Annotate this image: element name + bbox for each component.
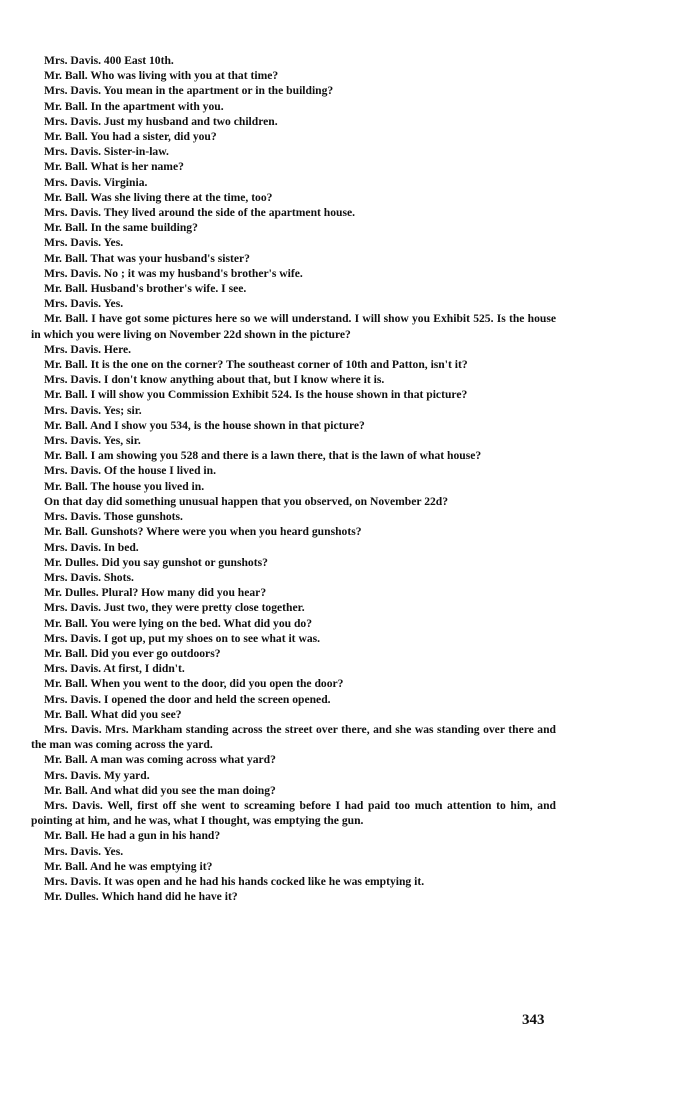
testimony-line xyxy=(31,205,556,220)
line-text: Yes. xyxy=(103,844,124,858)
line-text: In the apartment with you. xyxy=(90,99,224,113)
testimony-line xyxy=(31,798,556,828)
line-text: I opened the door and held the screen opened. xyxy=(103,692,331,706)
testimony-line xyxy=(31,570,556,585)
speaker-label: Mrs. Davis. xyxy=(44,464,101,478)
speaker-label: Mr. Ball. xyxy=(44,753,88,767)
line-text: What is her name? xyxy=(90,160,184,174)
speaker-label: Mrs. Davis. xyxy=(44,236,101,250)
line-text: You had a sister, did you? xyxy=(90,130,217,144)
testimony-line xyxy=(31,53,556,68)
line-text: Virginia. xyxy=(103,175,148,189)
speaker-label: Mr. Ball. xyxy=(44,69,88,83)
line-text: I got up, put my shoes on to see what it was. xyxy=(103,631,321,645)
testimony-line xyxy=(31,661,556,676)
testimony-line xyxy=(31,524,556,539)
speaker-label: Mr. Ball. xyxy=(44,677,88,691)
speaker-label: Mr. Ball. xyxy=(44,358,88,372)
line-text: Mrs. Markham standing across the street over there, and she was standing over there and the man was coming across the yard. xyxy=(31,722,556,752)
speaker-label: Mr. Dulles. xyxy=(44,586,99,600)
testimony-line xyxy=(31,433,556,448)
speaker-label: Mrs. Davis. xyxy=(44,266,101,280)
testimony-line xyxy=(31,418,556,433)
testimony-line xyxy=(31,342,556,357)
speaker-label: Mrs. Davis. xyxy=(44,768,101,782)
line-text: You were lying on the bed. What did you do? xyxy=(90,616,313,630)
speaker-label: Mr. Ball. xyxy=(44,190,88,204)
speaker-label: Mrs. Davis. xyxy=(44,175,101,189)
testimony-line xyxy=(31,509,556,524)
testimony-line xyxy=(31,144,556,159)
speaker-label: Mrs. Davis. xyxy=(44,540,101,554)
speaker-label: Mrs. Davis. xyxy=(44,403,101,417)
testimony-line xyxy=(31,175,556,190)
transcript-body xyxy=(31,53,556,904)
line-text: And what did you see the man doing? xyxy=(89,783,276,797)
testimony-line xyxy=(31,387,556,402)
testimony-line xyxy=(31,479,556,494)
speaker-label: Mr. Ball. xyxy=(44,130,88,144)
speaker-label: Mr. Ball. xyxy=(44,829,88,843)
speaker-label: Mrs. Davis. xyxy=(44,601,101,615)
testimony-line xyxy=(31,555,556,570)
line-text: Just my husband and two children. xyxy=(103,114,278,128)
speaker-label: Mrs. Davis. xyxy=(44,297,101,311)
speaker-label: Mr. Ball. xyxy=(44,707,88,721)
line-text: It is the one on the corner? The southeast corner of 10th and Patton, isn't it? xyxy=(90,358,468,372)
testimony-line xyxy=(31,68,556,83)
speaker-label: Mr. Ball. xyxy=(44,251,88,265)
speaker-label: Mrs. Davis. xyxy=(44,145,101,159)
testimony-line xyxy=(31,889,556,904)
testimony-line xyxy=(31,768,556,783)
line-text: Husband's brother's wife. I see. xyxy=(90,282,247,296)
testimony-line xyxy=(31,235,556,250)
line-text: At first, I didn't. xyxy=(103,662,185,676)
speaker-label: Mrs. Davis. xyxy=(44,373,101,387)
line-text: Was she living there at the time, too? xyxy=(90,190,273,204)
speaker-label: Mrs. Davis. xyxy=(44,114,101,128)
speaker-label: Mrs. Davis. xyxy=(44,570,101,584)
speaker-label: Mrs. Davis. xyxy=(44,342,101,356)
line-text: He had a gun in his hand? xyxy=(90,829,221,843)
line-text: What did you see? xyxy=(90,707,182,721)
speaker-label: Mrs. Davis. xyxy=(44,692,101,706)
speaker-label: Mr. Ball. xyxy=(44,616,88,630)
testimony-line xyxy=(31,722,556,752)
testimony-line xyxy=(31,646,556,661)
speaker-label: Mr. Dulles. xyxy=(44,555,99,569)
speaker-label: Mr. Dulles. xyxy=(44,890,99,904)
speaker-label: Mrs. Davis. xyxy=(44,84,101,98)
speaker-label: Mr. Ball. xyxy=(44,479,88,493)
speaker-label: Mrs. Davis. xyxy=(44,798,103,812)
line-text: Did you ever go outdoors? xyxy=(90,646,221,660)
speaker-label: Mr. Ball. xyxy=(44,525,88,539)
page-number: 343 xyxy=(522,1012,545,1028)
line-text: Yes, sir. xyxy=(103,434,141,448)
testimony-line xyxy=(31,311,556,341)
speaker-label: Mrs. Davis. xyxy=(44,434,101,448)
line-text: And I show you 534, is the house shown in that picture? xyxy=(89,418,365,432)
line-text: Yes. xyxy=(103,297,124,311)
line-text: In the same building? xyxy=(90,221,198,235)
testimony-line xyxy=(31,494,556,509)
line-text: Yes; sir. xyxy=(103,403,142,417)
line-text: A man was coming across what yard? xyxy=(89,753,276,767)
line-text: On that day did something unusual happen that you observed, on November 22d? xyxy=(44,494,449,508)
speaker-label: Mr. Ball. xyxy=(44,646,88,660)
testimony-line xyxy=(31,296,556,311)
line-text: My yard. xyxy=(103,768,150,782)
testimony-line xyxy=(31,99,556,114)
line-text: Plural? How many did you hear? xyxy=(101,586,267,600)
speaker-label: Mrs. Davis. xyxy=(44,54,101,67)
line-text: Did you say gunshot or gunshots? xyxy=(101,555,268,569)
speaker-label: Mr. Ball. xyxy=(44,99,88,113)
line-text: Of the house I lived in. xyxy=(103,464,216,478)
speaker-label: Mrs. Davis. xyxy=(44,206,101,220)
line-text: Here. xyxy=(103,342,132,356)
testimony-line xyxy=(31,83,556,98)
line-text: Sister-in-law. xyxy=(103,145,169,159)
line-text: Which hand did he have it? xyxy=(101,890,238,904)
line-text: When you went to the door, did you open the door? xyxy=(90,677,344,691)
speaker-label: Mr. Ball. xyxy=(44,783,88,797)
speaker-label: Mrs. Davis. xyxy=(44,662,101,676)
testimony-line xyxy=(31,372,556,387)
testimony-line xyxy=(31,463,556,478)
line-text: I don't know anything about that, but I know where it is. xyxy=(103,373,385,387)
line-text: 400 East 10th. xyxy=(103,54,174,67)
speaker-label: Mrs. Davis. xyxy=(44,722,102,736)
speaker-label: Mr. Ball. xyxy=(44,859,88,873)
testimony-line xyxy=(31,828,556,843)
line-text: Those gunshots. xyxy=(103,510,183,524)
line-text: Who was living with you at that time? xyxy=(90,69,279,83)
testimony-line xyxy=(31,600,556,615)
testimony-line xyxy=(31,631,556,646)
testimony-line xyxy=(31,403,556,418)
line-text: Shots. xyxy=(103,570,134,584)
line-text: In bed. xyxy=(103,540,139,554)
testimony-line xyxy=(31,692,556,707)
speaker-label: Mr. Ball. xyxy=(44,221,88,235)
testimony-line xyxy=(31,251,556,266)
speaker-label: Mrs. Davis. xyxy=(44,874,101,888)
testimony-line xyxy=(31,190,556,205)
line-text: No ; it was my husband's brother's wife. xyxy=(103,266,303,280)
testimony-line xyxy=(31,783,556,798)
testimony-line xyxy=(31,220,556,235)
testimony-line xyxy=(31,585,556,600)
testimony-line xyxy=(31,844,556,859)
testimony-line xyxy=(31,752,556,767)
speaker-label: Mr. Ball. xyxy=(44,282,88,296)
line-text: That was your husband's sister? xyxy=(90,251,250,265)
testimony-line xyxy=(31,616,556,631)
testimony-line xyxy=(31,707,556,722)
line-text: I will show you Commission Exhibit 524. Is the house shown in that picture? xyxy=(90,388,468,402)
testimony-line xyxy=(31,448,556,463)
testimony-line xyxy=(31,676,556,691)
line-text: Just two, they were pretty close together. xyxy=(103,601,305,615)
testimony-line xyxy=(31,129,556,144)
line-text: Gunshots? Where were you when you heard gunshots? xyxy=(90,525,362,539)
line-text: You mean in the apartment or in the building? xyxy=(103,84,334,98)
speaker-label: Mrs. Davis. xyxy=(44,510,101,524)
line-text: They lived around the side of the apartment house. xyxy=(103,206,356,220)
line-text: It was open and he had his hands cocked like he was emptying it. xyxy=(103,874,425,888)
speaker-label: Mr. Ball. xyxy=(44,312,89,326)
testimony-line xyxy=(31,266,556,281)
line-text: I am showing you 528 and there is a lawn there, that is the lawn of what house? xyxy=(90,449,482,463)
speaker-label: Mrs. Davis. xyxy=(44,631,101,645)
line-text: I have got some pictures here so we will understand. I will show you Exhibit 525. Is the house in which you were living on November 22d shown in the picture? xyxy=(31,312,557,341)
line-text: And he was emptying it? xyxy=(89,859,213,873)
speaker-label: Mrs. Davis. xyxy=(44,844,101,858)
speaker-label: Mr. Ball. xyxy=(44,418,88,432)
testimony-line xyxy=(31,281,556,296)
testimony-line xyxy=(31,114,556,129)
testimony-line xyxy=(31,859,556,874)
testimony-line xyxy=(31,357,556,372)
testimony-line xyxy=(31,540,556,555)
speaker-label: Mr. Ball. xyxy=(44,449,88,463)
speaker-label: Mr. Ball. xyxy=(44,388,88,402)
line-text: Well, first off she went to screaming before I had paid too much attention to him, and pointing at him, and he was, what I thought, was emptying the gun. xyxy=(31,798,556,828)
testimony-line xyxy=(31,874,556,889)
testimony-line xyxy=(31,159,556,174)
speaker-label: Mr. Ball. xyxy=(44,160,88,174)
line-text: Yes. xyxy=(103,236,124,250)
line-text: The house you lived in. xyxy=(90,479,205,493)
